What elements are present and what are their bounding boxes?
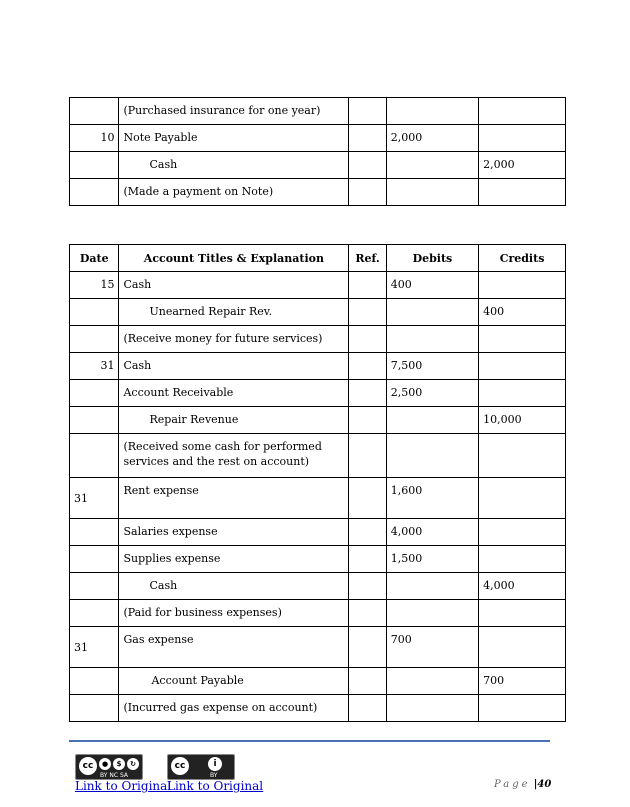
debit-cell: 700 bbox=[386, 627, 478, 668]
debit-cell: 7,500 bbox=[386, 353, 478, 380]
account-cell: Repair Revenue bbox=[119, 407, 349, 434]
table-row bbox=[70, 573, 566, 600]
ref-cell bbox=[349, 179, 386, 206]
credit-cell bbox=[479, 380, 566, 407]
credit-cell bbox=[479, 627, 566, 668]
date-cell bbox=[70, 573, 119, 600]
date-cell bbox=[70, 98, 119, 125]
ref-cell bbox=[349, 407, 386, 434]
debit-cell bbox=[386, 152, 478, 179]
ref-cell bbox=[349, 600, 386, 627]
table-row bbox=[70, 407, 566, 434]
debit-cell bbox=[386, 179, 478, 206]
link-to-original-2[interactable]: Link to Original bbox=[167, 779, 264, 793]
credit-cell bbox=[479, 179, 566, 206]
ref-cell bbox=[349, 299, 386, 326]
account-cell: Note Payable bbox=[119, 125, 349, 152]
date-cell bbox=[70, 519, 119, 546]
account-cell: (Paid for business expenses) bbox=[119, 600, 349, 627]
credit-cell: 10,000 bbox=[479, 407, 566, 434]
account-cell: Account Payable bbox=[119, 668, 349, 695]
account-cell: Account Receivable bbox=[119, 380, 349, 407]
cc-icon: cc bbox=[79, 757, 97, 775]
page-value: |40 bbox=[533, 779, 552, 790]
date-cell bbox=[70, 546, 119, 573]
table-row bbox=[70, 546, 566, 573]
credit-cell: 700 bbox=[479, 668, 566, 695]
table-row bbox=[70, 434, 566, 478]
debit-cell bbox=[386, 434, 478, 478]
table-row bbox=[70, 353, 566, 380]
debit-cell: 400 bbox=[386, 272, 478, 299]
date-cell bbox=[70, 326, 119, 353]
by-person-icon: ● bbox=[99, 758, 111, 770]
account-cell: Cash bbox=[119, 152, 349, 179]
credit-cell: 400 bbox=[479, 299, 566, 326]
debit-cell bbox=[386, 600, 478, 627]
date-cell bbox=[70, 299, 119, 326]
badge-labels: BY NC SA bbox=[100, 772, 128, 779]
header-credits: Credits bbox=[479, 245, 566, 272]
credit-cell bbox=[479, 478, 566, 519]
date-cell: 10 bbox=[70, 125, 119, 152]
date-cell: 31 bbox=[70, 478, 119, 519]
page-label: Page bbox=[494, 779, 531, 790]
cc-by-nc-sa-badge[interactable] bbox=[75, 754, 143, 780]
table-row bbox=[70, 179, 566, 206]
credit-cell bbox=[479, 272, 566, 299]
credit-cell bbox=[479, 546, 566, 573]
ref-cell bbox=[349, 546, 386, 573]
account-cell: (Incurred gas expense on account) bbox=[119, 695, 349, 722]
account-cell: Unearned Repair Rev. bbox=[119, 299, 349, 326]
ref-cell bbox=[349, 326, 386, 353]
table-row bbox=[70, 125, 566, 152]
account-cell: Cash bbox=[119, 272, 349, 299]
date-cell bbox=[70, 434, 119, 478]
date-cell bbox=[70, 600, 119, 627]
header-ref: Ref. bbox=[349, 245, 386, 272]
table-row bbox=[70, 695, 566, 722]
debit-cell bbox=[386, 695, 478, 722]
badge-labels: BY bbox=[210, 772, 218, 779]
footer-divider bbox=[69, 740, 550, 742]
ref-cell bbox=[349, 98, 386, 125]
sa-share-icon: ↻ bbox=[127, 758, 139, 770]
page-number bbox=[494, 779, 551, 790]
debit-cell: 4,000 bbox=[386, 519, 478, 546]
credit-cell: 2,000 bbox=[479, 152, 566, 179]
ref-cell bbox=[349, 434, 386, 478]
date-cell: 31 bbox=[70, 353, 119, 380]
ref-cell bbox=[349, 668, 386, 695]
date-cell bbox=[70, 179, 119, 206]
credit-cell bbox=[479, 519, 566, 546]
date-cell bbox=[70, 152, 119, 179]
debit-cell bbox=[386, 326, 478, 353]
date-cell bbox=[70, 668, 119, 695]
debit-cell bbox=[386, 299, 478, 326]
table-header-row bbox=[70, 245, 566, 272]
debit-cell bbox=[386, 573, 478, 600]
credit-cell bbox=[479, 600, 566, 627]
account-cell: Cash bbox=[119, 353, 349, 380]
ref-cell bbox=[349, 152, 386, 179]
account-cell: (Purchased insurance for one year) bbox=[119, 98, 349, 125]
nc-dollar-icon: $ bbox=[113, 758, 125, 770]
table-row bbox=[70, 98, 566, 125]
debit-cell: 1,600 bbox=[386, 478, 478, 519]
date-cell bbox=[70, 695, 119, 722]
link-to-original-1[interactable]: Link to Original bbox=[75, 779, 172, 793]
debit-cell: 2,000 bbox=[386, 125, 478, 152]
credit-cell bbox=[479, 695, 566, 722]
credit-cell bbox=[479, 125, 566, 152]
ref-cell bbox=[349, 478, 386, 519]
date-cell bbox=[70, 407, 119, 434]
account-cell: Salaries expense bbox=[119, 519, 349, 546]
ref-cell bbox=[349, 573, 386, 600]
account-cell: Cash bbox=[119, 573, 349, 600]
account-cell: (Receive money for future services) bbox=[119, 326, 349, 353]
ref-cell bbox=[349, 519, 386, 546]
account-cell: Supplies expense bbox=[119, 546, 349, 573]
date-cell: 31 bbox=[70, 627, 119, 668]
credit-cell bbox=[479, 353, 566, 380]
table-row bbox=[70, 600, 566, 627]
header-debits: Debits bbox=[386, 245, 478, 272]
header-account: Account Titles & Explanation bbox=[119, 245, 349, 272]
ref-cell bbox=[349, 695, 386, 722]
credit-cell bbox=[479, 98, 566, 125]
account-cell: Rent expense bbox=[119, 478, 349, 519]
ref-cell bbox=[349, 627, 386, 668]
debit-cell: 2,500 bbox=[386, 380, 478, 407]
date-cell: 15 bbox=[70, 272, 119, 299]
header-date: Date bbox=[70, 245, 119, 272]
credit-cell bbox=[479, 434, 566, 478]
table-row bbox=[70, 299, 566, 326]
table-row bbox=[70, 152, 566, 179]
ref-cell bbox=[349, 353, 386, 380]
account-cell: (Received some cash for performed services and the rest on account) bbox=[119, 434, 349, 478]
info-icon: i bbox=[208, 757, 222, 771]
table-row bbox=[70, 519, 566, 546]
date-cell bbox=[70, 380, 119, 407]
cc-icon: cc bbox=[171, 757, 189, 775]
cc-by-badge[interactable] bbox=[167, 754, 235, 780]
credit-cell: 4,000 bbox=[479, 573, 566, 600]
table-row bbox=[70, 380, 566, 407]
ref-cell bbox=[349, 272, 386, 299]
credit-cell bbox=[479, 326, 566, 353]
debit-cell bbox=[386, 668, 478, 695]
table-row bbox=[70, 627, 566, 668]
journal-table-continued bbox=[69, 97, 566, 206]
table-row bbox=[70, 272, 566, 299]
debit-cell bbox=[386, 98, 478, 125]
table-row bbox=[70, 326, 566, 353]
debit-cell bbox=[386, 407, 478, 434]
ref-cell bbox=[349, 125, 386, 152]
account-cell: (Made a payment on Note) bbox=[119, 179, 349, 206]
journal-table bbox=[69, 244, 566, 722]
ref-cell bbox=[349, 380, 386, 407]
account-cell: Gas expense bbox=[119, 627, 349, 668]
table-row bbox=[70, 668, 566, 695]
table-row bbox=[70, 478, 566, 519]
debit-cell: 1,500 bbox=[386, 546, 478, 573]
